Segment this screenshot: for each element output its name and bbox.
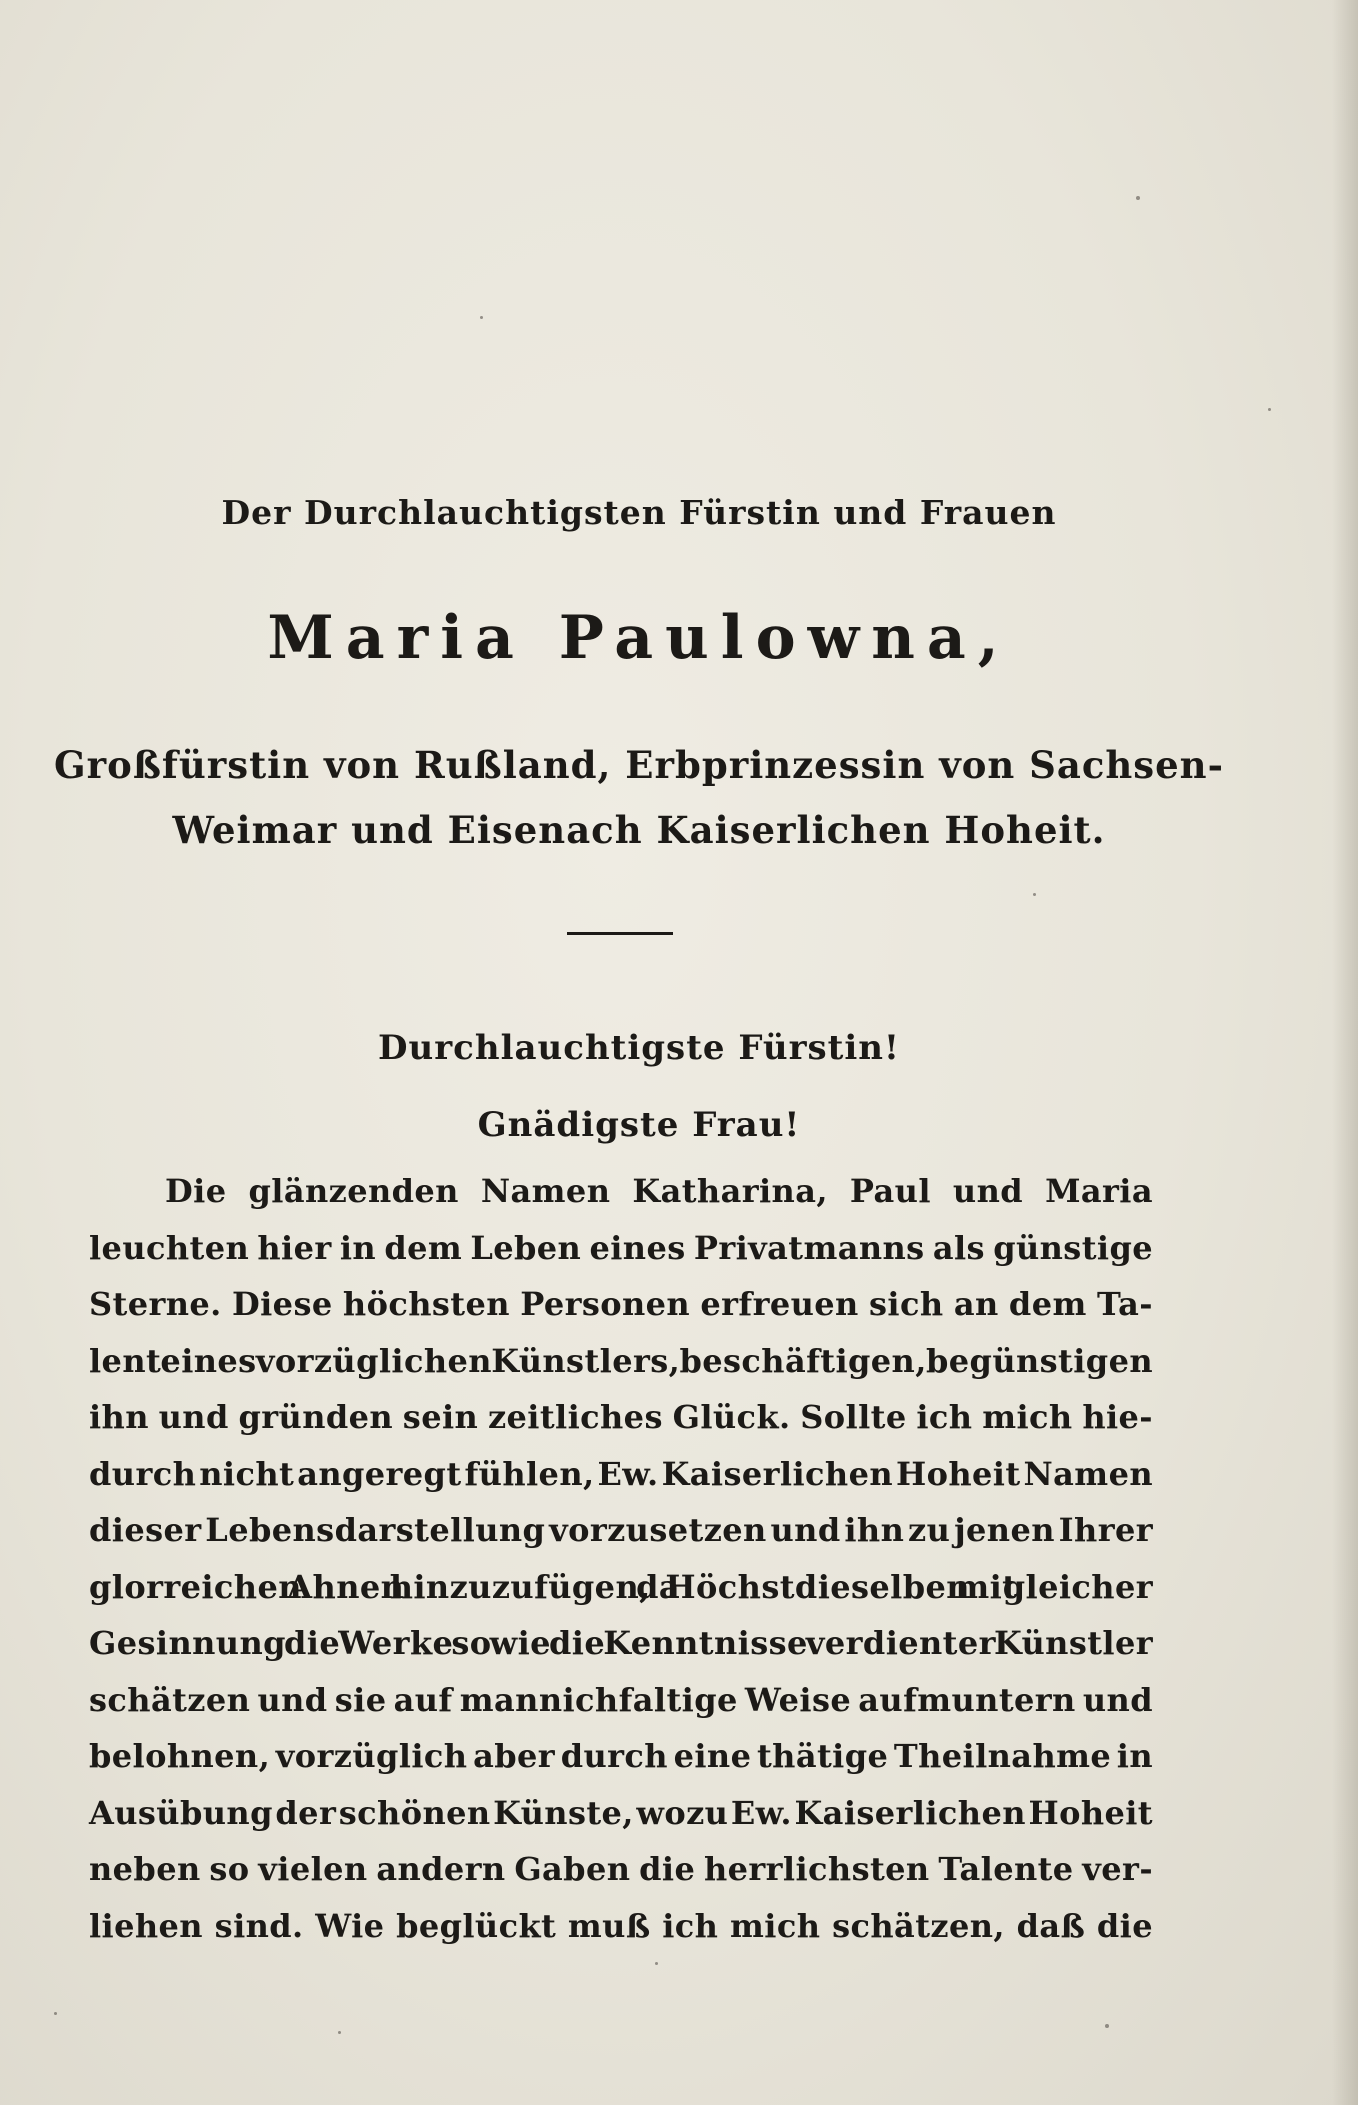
paper-speck <box>1136 196 1140 200</box>
text-line: Die glänzenden Namen Katharina, Paul und Maria <box>165 1172 1153 1210</box>
text-line: durch nicht angeregt fühlen, Ew. Kaiserlichen Hoheit Namen <box>89 1454 1153 1493</box>
text-line: glorreichen Ahnen hinzuzufügen, da Höchstdieselben mit gleicher <box>89 1567 1153 1606</box>
salutation <box>0 1010 1358 1164</box>
text-line: schätzen und sie auf mannichfaltige Weise aufmuntern und <box>89 1680 1153 1719</box>
titles-line: Weimar und Eisenach Kaiserlichen Hoheit. <box>172 808 1106 852</box>
paper-speck <box>655 1962 658 1965</box>
text-line: neben so vielen andern Gaben die herrlichsten Talente ver- <box>89 1850 1153 1888</box>
text-line: Sterne. Diese höchsten Personen erfreuen sich an dem Ta- <box>89 1285 1153 1323</box>
salutation-line: Gnädigste Frau! <box>477 1105 801 1145</box>
section-rule <box>567 932 673 935</box>
text-line: leuchten hier in dem Leben eines Privatmanns als günstige <box>89 1228 1153 1267</box>
body-paragraph <box>89 1163 1153 1954</box>
paper-speck <box>54 2012 57 2015</box>
paper-speck <box>480 316 483 319</box>
text-line: lent eines vorzüglichen Künstlers, beschäftigen, begünstigen <box>89 1341 1153 1380</box>
text-line: belohnen, vorzüglich aber durch eine thätige Theilnahme in <box>89 1737 1153 1775</box>
text-line: dieser Lebensdarstellung vorzusetzen und ihn zu jenen Ihrer <box>89 1511 1153 1549</box>
text-line: ihn und gründen sein zeitliches Glück. Sollte ich mich hie- <box>89 1398 1153 1436</box>
titles-line: Großfürstin von Rußland, Erbprinzessin von Sachsen- <box>54 743 1224 787</box>
text-line: liehen sind. Wie beglückt muß ich mich schätzen, daß die <box>89 1906 1153 1945</box>
paper-speck <box>1105 2024 1109 2028</box>
paper-speck <box>1268 408 1271 411</box>
dedication-line: Der Durchlauchtigsten Fürstin und Frauen <box>221 493 1057 532</box>
text-line: Gesinnung die Werke so wie die Kenntnisse verdienter Künstler <box>89 1624 1153 1662</box>
dedicatee-titles <box>0 733 1358 863</box>
text-line: Ausübung der schönen Künste, wozu Ew. Kaiserlichen Hoheit <box>89 1793 1153 1832</box>
dedicatee-name: Maria Paulowna, <box>267 603 1011 673</box>
salutation-line: Durchlauchtigste Fürstin! <box>378 1028 900 1068</box>
paper-speck <box>338 2031 341 2034</box>
paper-speck <box>1033 893 1036 896</box>
